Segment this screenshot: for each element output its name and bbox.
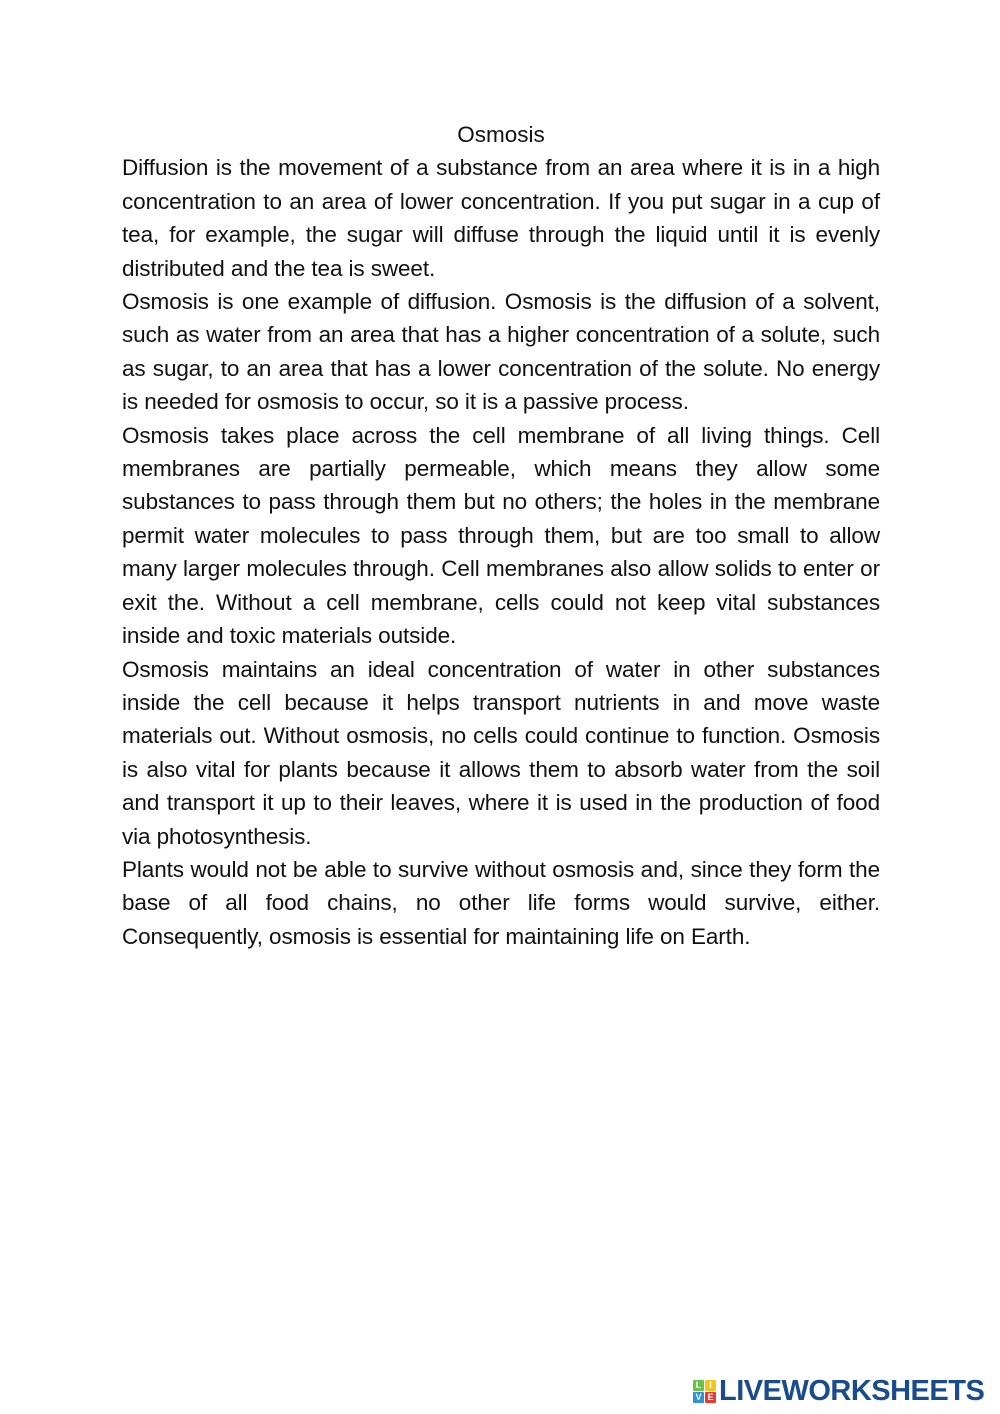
live-blocks-icon <box>693 1380 716 1403</box>
logo-block-e: E <box>705 1392 716 1403</box>
worksheet-page <box>122 118 880 953</box>
paragraph-conclusion: Plants would not be able to survive without osmosis and, since they form the base of all food chains, no other life forms would survive, either. Consequently, osmosis is essential for maintaining life on Earth. <box>122 856 880 949</box>
paragraph-osmosis-definition: Osmosis is one example of diffusion. Osmosis is the diffusion of a solvent, such as water from an area that has a higher concentration of a solute, such as sugar, to an area that has a lower concentration of the solute. No energy is needed for osmosis to occur, so it is a passive process. <box>122 289 880 415</box>
logo-block-i: I <box>705 1380 716 1391</box>
page-title: Osmosis <box>457 122 545 147</box>
logo-block-l: L <box>693 1380 704 1391</box>
paragraph-cell-membrane: Osmosis takes place across the cell membrane of all living things. Cell membranes are partially permeable, which means they allow some substances to pass through them but no others; the holes in the membrane permit water molecules to pass through them, but are too small to allow many larger molecules through. Cell membranes also allow solids to enter or exit the. Without a cell membrane, cells could not keep vital substances inside and toxic materials outside. <box>122 422 880 649</box>
logo-block-v: V <box>693 1392 704 1403</box>
logo-wordmark: LIVEWORKSHEETS <box>719 1374 985 1407</box>
paragraph-diffusion: Diffusion is the movement of a substance from an area where it is in a high concentration to an area of lower concentration. If you put sugar in a cup of tea, for example, the sugar will diffuse through the liquid until it is evenly distributed and the tea is sweet. <box>122 155 880 281</box>
liveworksheets-logo <box>693 1376 984 1406</box>
paragraph-osmosis-importance: Osmosis maintains an ideal concentration of water in other substances inside the cell because it helps transport nutrients in and move waste materials out. Without osmosis, no cells could continue to function. Osmosis is also vital for plants because it allows them to absorb water from the soil and transport it up to their leaves, where it is used in the production of food via photosynthesis. <box>122 656 880 849</box>
